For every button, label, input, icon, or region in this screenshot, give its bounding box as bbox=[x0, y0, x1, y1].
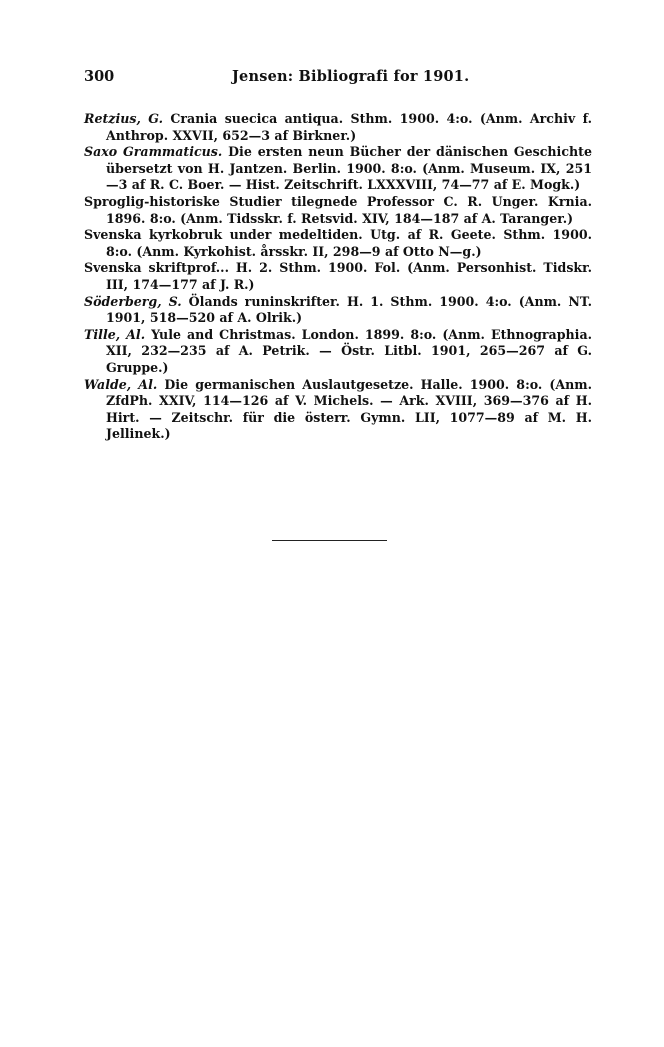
entry-author: Walde, Al. bbox=[84, 376, 158, 392]
entry-text: Ölands runinskrifter. H. 1. Sthm. 1900. 4:o. (Anm. NT. 1901, 518—520 af A. Olrik.) bbox=[106, 293, 592, 326]
entry-text: Yule and Christmas. London. 1899. 8:o. (Anm. Ethnographia. XII, 232—235 af A. Petrik. — Östr. Litbl. 1901, 265—267 af G. Gruppe.) bbox=[106, 326, 593, 375]
section-end-rule bbox=[272, 540, 387, 541]
entry-author: Söderberg, S. bbox=[84, 293, 182, 309]
bibliography-entry bbox=[84, 227, 592, 260]
entry-text: Svenska kyrkobruk under medeltiden. Utg. af R. Geete. Sthm. 1900. 8:o. (Anm. Kyrkohist. årsskr. II, 298—9 af Otto N—g.) bbox=[84, 227, 592, 259]
bibliography-entry bbox=[84, 327, 592, 377]
entry-author: Retzius, G. bbox=[84, 111, 163, 126]
page-number: 300 bbox=[84, 68, 115, 85]
entry-text: Die ersten neun Bücher der dänischen Geschichte übersetzt von H. Jantzen. Berlin. 1900. 8:o. (Anm. Museum. IX, 251—3 af R. C. Boer. — Hist. Zeitschrift. LXXXVIII, 74—77 af E. Mogk.) bbox=[106, 144, 592, 193]
running-title: Jensen: Bibliografi for 1901. bbox=[232, 68, 470, 85]
bibliography-entry bbox=[84, 111, 592, 144]
entry-text: Svenska skriftprof... H. 2. Sthm. 1900. Fol. (Anm. Personhist. Tidskr. III, 174—177 af J. R.) bbox=[84, 260, 592, 292]
bibliography-entries bbox=[84, 111, 592, 443]
bibliography-entry bbox=[84, 194, 592, 227]
bibliography-entry bbox=[84, 144, 592, 194]
entry-text: Crania suecica antiqua. Sthm. 1900. 4:o. (Anm. Archiv f. Anthrop. XXVII, 652—3 af Birkner.) bbox=[106, 111, 592, 143]
entry-text: Sproglig-historiske Studier tilegnede Professor C. R. Unger. Krnia. 1896. 8:o. (Anm. Tidsskr. f. Retsvid. XIV, 184—187 af A. Taranger.) bbox=[84, 193, 592, 226]
bibliography-entry bbox=[84, 294, 592, 327]
page-header bbox=[84, 68, 592, 86]
bibliography-entry bbox=[84, 377, 592, 443]
entry-text: Die germanischen Auslautgesetze. Halle. 1900. 8:o. (Anm. ZfdPh. XXIV, 114—126 af V. Michels. — Ark. XVIII, 369—376 af H. Hirt. — Zeitschr. für die österr. Gymn. LII, 1077—89 af M. H. Jellinek.) bbox=[106, 376, 592, 442]
entry-author: Saxo Grammaticus. bbox=[84, 144, 223, 160]
bibliography-entry bbox=[84, 260, 592, 293]
entry-author: Tille, Al. bbox=[84, 326, 146, 342]
